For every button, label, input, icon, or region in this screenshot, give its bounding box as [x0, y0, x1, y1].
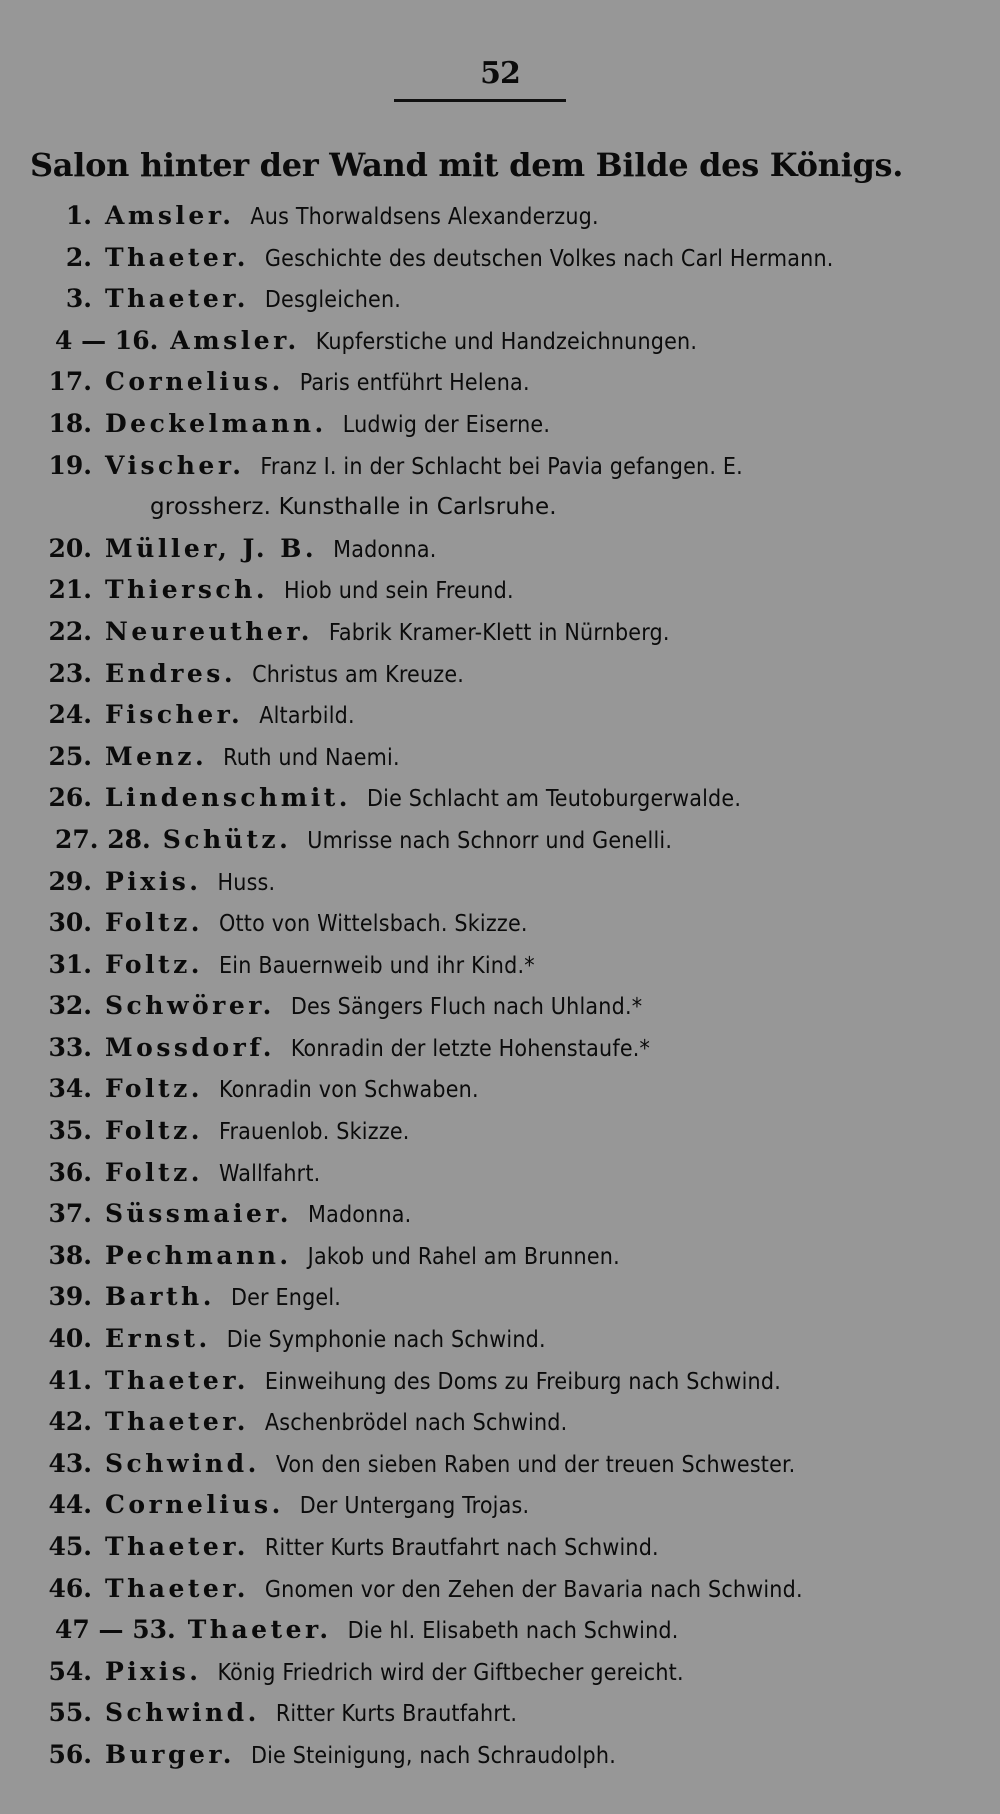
entry-number: 2. — [65, 242, 92, 272]
catalog-entry — [0, 1198, 1000, 1240]
entry-artist: Neureuther. — [105, 616, 313, 646]
catalog-entry — [0, 1157, 1000, 1199]
entry-work: Kupferstiche und Handzeichnungen. — [315, 328, 698, 355]
entry-work: Hiob und sein Freund. — [284, 578, 514, 605]
entry-line — [105, 990, 960, 1023]
entry-number: 25. — [48, 741, 92, 771]
entry-artist: Foltz. — [105, 1116, 204, 1146]
entry-line — [105, 574, 960, 607]
entry-number: 42. — [48, 1407, 92, 1437]
entry-artist: Pixis. — [105, 866, 202, 896]
entry-number: 23. — [48, 658, 92, 688]
entry-artist: Mossdorf. — [105, 1032, 275, 1062]
entry-artist: Deckelmann. — [105, 408, 327, 438]
catalog-entry — [0, 949, 1000, 991]
entry-line — [105, 1073, 960, 1106]
entry-number: 37. — [48, 1199, 92, 1229]
entry-work: Huss. — [217, 869, 276, 896]
entry-work: Wallfahrt. — [219, 1160, 321, 1187]
entry-artist: Pechmann. — [105, 1240, 292, 1270]
entry-line — [105, 658, 960, 691]
entry-work: Aschenbrödel nach Schwind. — [264, 1410, 568, 1437]
entry-artist: Süssmaier. — [105, 1199, 293, 1229]
entry-artist: Pixis. — [105, 1656, 202, 1686]
entry-artist: Fischer. — [105, 700, 244, 730]
entry-work: Die Symphonie nach Schwind. — [226, 1327, 546, 1354]
entry-artist: Thaeter. — [105, 284, 249, 314]
entry-artist: Amsler. — [105, 201, 235, 230]
catalog-entry — [0, 1365, 1000, 1407]
catalog-entry — [0, 824, 1000, 866]
entry-work: Paris entführt Helena. — [299, 370, 530, 397]
entry-line — [163, 824, 960, 857]
entry-artist: Thaeter. — [105, 1573, 249, 1603]
entry-number: 20. — [48, 533, 92, 563]
catalog-entry — [0, 1240, 1000, 1282]
catalog-entry — [0, 1448, 1000, 1490]
entry-number: 26. — [48, 783, 92, 813]
entry-number: 32. — [48, 991, 92, 1021]
entry-number: 21. — [48, 575, 92, 605]
entry-line — [105, 200, 960, 233]
entry-artist: Burger. — [105, 1739, 235, 1769]
entry-number: 39. — [48, 1282, 92, 1312]
page-title: Salon hinter der Wand mit dem Bilde des Königs. — [30, 146, 904, 184]
entry-work: Ruth und Naemi. — [223, 744, 400, 771]
entry-work: Konradin der letzte Hohenstaufe.* — [290, 1035, 651, 1062]
entry-artist: Vischer. — [105, 450, 245, 480]
entry-line — [105, 1573, 960, 1606]
entry-line — [105, 1115, 960, 1148]
entry-line — [105, 616, 960, 649]
entry-number: 29. — [48, 866, 92, 896]
catalog-entry — [0, 450, 1000, 533]
entry-line — [105, 1448, 960, 1481]
catalog-entry — [0, 325, 1000, 367]
entry-number: 17. — [48, 367, 92, 397]
entry-number: 3. — [65, 284, 92, 314]
catalog-list — [0, 200, 1000, 1781]
catalog-entry — [0, 1573, 1000, 1615]
entry-work: Desgleichen. — [264, 287, 402, 314]
catalog-entry — [0, 616, 1000, 658]
entry-number: 19. — [48, 450, 92, 480]
entry-number: 22. — [48, 616, 92, 646]
catalog-entry — [0, 1531, 1000, 1573]
catalog-entry — [0, 366, 1000, 408]
catalog-entry — [0, 699, 1000, 741]
entry-number: 46. — [48, 1573, 92, 1603]
catalog-entry — [0, 242, 1000, 284]
entry-line — [105, 408, 960, 441]
entry-work: Jakob und Rahel am Brunnen. — [307, 1243, 620, 1270]
entry-work: Die Steinigung, nach Schraudolph. — [250, 1742, 616, 1769]
entry-artist: Schwind. — [105, 1698, 260, 1728]
catalog-entry — [0, 1656, 1000, 1698]
entry-work: Die Schlacht am Teutoburgerwalde. — [367, 786, 742, 813]
entry-artist: Lindenschmit. — [105, 783, 351, 813]
entry-number: 18. — [48, 408, 92, 438]
entry-line — [105, 1032, 960, 1065]
entry-work: Ritter Kurts Brautfahrt nach Schwind. — [264, 1535, 659, 1561]
entry-line — [105, 866, 960, 899]
entry-artist: Schwind. — [105, 1448, 260, 1478]
entry-line — [105, 1531, 960, 1564]
entry-number: 31. — [48, 949, 92, 979]
catalog-entry — [0, 1614, 1000, 1656]
entry-work: Einweihung des Doms zu Freiburg nach Schwind. — [264, 1368, 781, 1395]
entry-work: Geschichte des deutschen Volkes nach Carl Hermann. — [264, 245, 834, 272]
catalog-entry — [0, 782, 1000, 824]
entry-artist: Barth. — [105, 1282, 215, 1312]
entry-line — [105, 283, 960, 316]
entry-artist: Thaeter. — [105, 242, 249, 272]
entry-work: Madonna. — [308, 1202, 412, 1229]
entry-artist: Thaeter. — [187, 1615, 332, 1645]
catalog-entry — [0, 283, 1000, 325]
catalog-entry — [0, 574, 1000, 616]
entry-line — [105, 1281, 960, 1314]
entry-work: Fabrik Kramer-Klett in Nürnberg. — [328, 619, 670, 646]
entry-line — [105, 782, 960, 815]
entry-work: König Friedrich wird der Giftbecher gereicht. — [217, 1659, 684, 1686]
catalog-entry — [0, 1115, 1000, 1157]
entry-number: 4 — 16. — [55, 325, 159, 355]
entry-line — [105, 907, 960, 940]
entry-line — [105, 533, 960, 566]
entry-line — [105, 1198, 960, 1231]
entry-work: Von den sieben Raben und der treuen Schwester. — [275, 1451, 796, 1478]
entry-artist: Cornelius. — [105, 1490, 284, 1520]
entry-work: Ein Bauernweib und ihr Kind.* — [219, 952, 535, 979]
entry-number: 24. — [48, 700, 92, 730]
entry-number: 40. — [48, 1324, 92, 1354]
entry-number: 45. — [48, 1532, 92, 1561]
catalog-entry — [0, 200, 1000, 242]
catalog-entry — [0, 1323, 1000, 1365]
entry-number: 41. — [48, 1365, 92, 1395]
entry-number: 34. — [48, 1074, 92, 1104]
entry-line — [105, 1157, 960, 1190]
catalog-entry — [0, 866, 1000, 908]
entry-number: 44. — [48, 1490, 92, 1520]
entry-artist: Amsler. — [170, 325, 300, 355]
entry-work: Frauenlob. Skizze. — [219, 1119, 410, 1146]
catalog-entry — [0, 1697, 1000, 1739]
entry-work-continued: grossherz. Kunsthalle in Carlsruhe. — [150, 493, 557, 520]
entry-line — [105, 1365, 960, 1398]
entry-artist: Endres. — [105, 658, 237, 688]
entry-line — [105, 1489, 960, 1522]
entry-line — [188, 1614, 960, 1647]
entry-work: Ludwig der Eiserne. — [342, 411, 551, 438]
entry-artist: Thiersch. — [105, 575, 269, 605]
catalog-entry — [0, 990, 1000, 1032]
entry-number: 35. — [48, 1116, 92, 1146]
entry-artist: Menz. — [105, 741, 208, 771]
entry-artist: Thaeter. — [105, 1532, 249, 1561]
entry-work: Die hl. Elisabeth nach Schwind. — [347, 1618, 679, 1645]
entry-work: Der Engel. — [230, 1285, 342, 1312]
entry-artist: Cornelius. — [105, 367, 284, 397]
catalog-entry — [0, 1406, 1000, 1448]
catalog-entry — [0, 741, 1000, 783]
entry-line — [105, 450, 960, 483]
entry-line — [105, 1240, 960, 1273]
entry-work: Franz I. in der Schlacht bei Pavia gefangen. E. — [260, 453, 743, 480]
catalog-entry — [0, 1073, 1000, 1115]
entry-number: 1. — [65, 201, 92, 230]
entry-work: Der Untergang Trojas. — [299, 1493, 530, 1520]
entry-artist: Müller, J. B. — [105, 533, 318, 563]
entry-line — [105, 1697, 960, 1730]
catalog-entry — [0, 907, 1000, 949]
entry-line — [105, 949, 960, 982]
entry-work: Madonna. — [333, 536, 437, 563]
entry-line — [170, 325, 960, 358]
entry-number: 33. — [48, 1032, 92, 1062]
entry-work: Des Sängers Fluch nach Uhland.* — [290, 994, 643, 1021]
entry-number: 56. — [48, 1739, 92, 1769]
entry-artist: Ernst. — [105, 1324, 211, 1354]
entry-work: Altarbild. — [259, 703, 355, 730]
entry-number: 47 — 53. — [55, 1615, 176, 1645]
entry-artist: Foltz. — [105, 908, 204, 938]
entry-work: Ritter Kurts Brautfahrt. — [275, 1701, 518, 1728]
entry-work: Christus am Kreuze. — [252, 661, 465, 688]
entry-work: Otto von Wittelsbach. Skizze. — [219, 911, 528, 938]
catalog-entry — [0, 1281, 1000, 1323]
entry-number: 36. — [48, 1157, 92, 1187]
entry-work: Konradin von Schwaben. — [219, 1077, 479, 1104]
entry-artist: Foltz. — [105, 949, 204, 979]
entry-line — [105, 366, 960, 399]
entry-number: 38. — [48, 1240, 92, 1270]
entry-line — [105, 1656, 960, 1689]
entry-line — [105, 741, 960, 774]
header-rule — [394, 99, 566, 102]
entry-line — [105, 242, 960, 275]
entry-artist: Thaeter. — [105, 1365, 249, 1395]
entry-line — [105, 1323, 960, 1356]
catalog-entry — [0, 408, 1000, 450]
entry-number: 43. — [48, 1448, 92, 1478]
entry-number: 55. — [48, 1698, 92, 1728]
entry-number: 30. — [48, 908, 92, 938]
entry-artist: Schütz. — [162, 824, 292, 854]
entry-work: Aus Thorwaldsens Alexanderzug. — [250, 204, 599, 230]
entry-artist: Foltz. — [105, 1157, 204, 1187]
entry-number: 27. 28. — [55, 824, 151, 854]
catalog-entry — [0, 1489, 1000, 1531]
entry-line — [105, 1406, 960, 1439]
page-number: 52 — [480, 56, 520, 91]
entry-artist: Schwörer. — [105, 991, 275, 1021]
entry-artist: Thaeter. — [105, 1407, 249, 1437]
entry-line — [105, 699, 960, 732]
entry-work: Umrisse nach Schnorr und Genelli. — [307, 827, 673, 854]
catalog-entry — [0, 1032, 1000, 1074]
entry-artist: Foltz. — [105, 1074, 204, 1104]
entry-number: 54. — [48, 1656, 92, 1686]
entry-work: Gnomen vor den Zehen der Bavaria nach Schwind. — [264, 1576, 803, 1603]
entry-line — [105, 1739, 960, 1772]
catalog-entry — [0, 1739, 1000, 1781]
catalog-entry — [0, 533, 1000, 575]
catalog-entry — [0, 658, 1000, 700]
